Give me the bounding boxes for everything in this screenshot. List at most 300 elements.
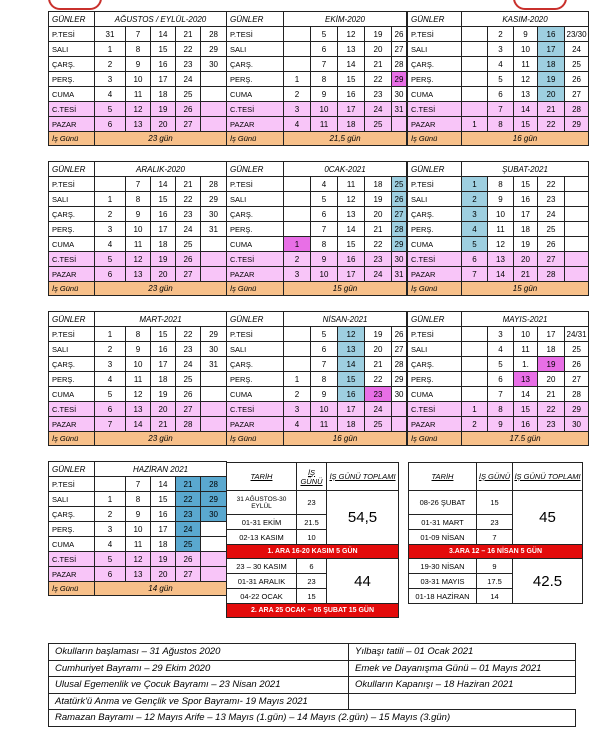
date-cell: 4 [284, 417, 311, 432]
date-cell: 11 [126, 87, 151, 102]
period-date: 01-31 MART [409, 515, 477, 530]
break-banner: 1. ARA 16-20 KASIM 5 GÜN [227, 545, 399, 559]
date-cell: 8 [126, 42, 151, 57]
date-cell: 2 [95, 507, 126, 522]
date-cell: 15 [338, 372, 365, 387]
date-cell: 30 [201, 57, 227, 72]
date-cell: 9 [126, 507, 151, 522]
date-cell: 27 [538, 252, 565, 267]
date-cell: 29 [565, 402, 589, 417]
date-cell: 20 [151, 567, 176, 582]
period-date: 04-22 OCAK [227, 589, 297, 604]
period-days: 14 [477, 589, 513, 604]
workdays-label: İş Günü [227, 432, 284, 446]
date-cell: 5 [488, 357, 514, 372]
date-cell: 15 [514, 117, 538, 132]
date-cell: 12 [514, 72, 538, 87]
day-label: P.TESİ [408, 177, 462, 192]
month-title: EKİM-2020 [284, 12, 407, 27]
date-cell: 27 [392, 42, 407, 57]
date-cell: 21 [365, 357, 392, 372]
date-cell [565, 267, 589, 282]
date-cell [284, 177, 311, 192]
month-title: 0CAK-2021 [284, 162, 407, 177]
day-label: ÇARŞ. [49, 357, 95, 372]
month-title: MART-2021 [95, 312, 227, 327]
date-cell [284, 42, 311, 57]
date-cell: 19 [365, 27, 392, 42]
period-days: 21.5 [297, 515, 327, 530]
days-header: GÜNLER [408, 162, 462, 177]
date-cell: 20 [151, 267, 176, 282]
date-cell: 30 [392, 87, 407, 102]
date-cell: 15 [151, 192, 176, 207]
date-cell: 4 [95, 372, 126, 387]
workdays-total: 17.5 gün [462, 432, 589, 446]
date-cell: 21 [176, 477, 201, 492]
date-cell: 16 [338, 387, 365, 402]
period-total: 54,5 [327, 491, 399, 545]
date-cell: 11 [311, 417, 338, 432]
date-cell: 27 [392, 342, 407, 357]
date-cell: 27 [176, 402, 201, 417]
days-header: GÜNLER [49, 162, 95, 177]
date-cell: 9 [488, 192, 514, 207]
day-label: C.TESİ [408, 102, 462, 117]
date-cell [462, 87, 488, 102]
date-cell: 8 [488, 117, 514, 132]
workdays-label: İş Günü [49, 282, 95, 296]
date-cell: 17 [538, 327, 565, 342]
date-cell: 22 [176, 192, 201, 207]
month-calendar [226, 311, 407, 446]
date-cell: 2 [284, 252, 311, 267]
date-cell: 12 [338, 327, 365, 342]
date-cell: 9 [311, 87, 338, 102]
note-school-start: Okulların başlaması – 31 Ağustos 2020 [49, 644, 349, 661]
workdays-total: 16 gün [462, 132, 589, 146]
date-cell: 16 [151, 207, 176, 222]
date-cell: 16 [514, 417, 538, 432]
date-cell: 30 [565, 417, 589, 432]
date-cell: 21 [538, 102, 565, 117]
day-label: C.TESİ [227, 252, 284, 267]
date-cell: 26 [392, 327, 407, 342]
month-title: NİSAN-2021 [284, 312, 407, 327]
date-cell: 12 [126, 552, 151, 567]
date-cell: 9 [126, 57, 151, 72]
date-cell: 9 [488, 417, 514, 432]
date-cell [565, 207, 589, 222]
date-cell [462, 27, 488, 42]
date-cell: 10 [311, 402, 338, 417]
day-label: PAZAR [227, 267, 284, 282]
date-cell: 19 [365, 192, 392, 207]
date-cell: 20 [538, 372, 565, 387]
date-cell: 18 [338, 417, 365, 432]
day-label: ÇARŞ. [227, 57, 284, 72]
date-cell: 10 [126, 72, 151, 87]
date-cell: 15 [151, 327, 176, 342]
day-label: C.TESİ [408, 402, 462, 417]
date-cell: 25 [565, 342, 589, 357]
date-cell: 25 [176, 237, 201, 252]
date-cell: 13 [338, 42, 365, 57]
date-cell: 15 [514, 177, 538, 192]
period-days: 6 [297, 559, 327, 574]
date-cell: 12 [126, 252, 151, 267]
date-cell: 14 [514, 102, 538, 117]
period-date: 01-18 HAZİRAN [409, 589, 477, 604]
day-label: SALI [49, 42, 95, 57]
date-cell: 28 [565, 387, 589, 402]
date-cell: 3 [95, 357, 126, 372]
day-label: C.TESİ [408, 252, 462, 267]
date-cell: 21 [176, 27, 201, 42]
col-header-workdays: İŞ GÜNÜ [477, 463, 513, 491]
day-label: P.TESİ [49, 177, 95, 192]
date-cell: 26 [176, 102, 201, 117]
date-cell: 9 [126, 207, 151, 222]
date-cell: 6 [311, 42, 338, 57]
date-cell: 18 [151, 237, 176, 252]
col-header-date: TARİH [227, 463, 297, 491]
date-cell: 14 [488, 267, 514, 282]
period-total: 44 [327, 559, 399, 604]
date-cell: 18 [151, 87, 176, 102]
date-cell: 1 [284, 72, 311, 87]
date-cell: 31 [95, 27, 126, 42]
date-cell: 13 [126, 117, 151, 132]
day-label: CUMA [49, 537, 95, 552]
period-total: 45 [513, 491, 583, 545]
date-cell: 5 [488, 72, 514, 87]
date-cell: 2 [462, 192, 488, 207]
date-cell: 8 [126, 192, 151, 207]
workdays-label: İş Günü [49, 432, 95, 446]
date-cell: 9 [311, 387, 338, 402]
workdays-total: 23 gün [95, 432, 227, 446]
day-label: CUMA [408, 87, 462, 102]
day-label: P.TESİ [227, 327, 284, 342]
date-cell: 17 [338, 102, 365, 117]
date-cell [284, 27, 311, 42]
workdays-total: 23 gün [95, 132, 227, 146]
date-cell: 28 [201, 177, 227, 192]
date-cell [201, 237, 227, 252]
date-cell: 13 [488, 252, 514, 267]
days-header: GÜNLER [49, 312, 95, 327]
date-cell: 14 [151, 27, 176, 42]
date-cell [95, 477, 126, 492]
date-cell: 21 [514, 267, 538, 282]
date-cell: 26 [538, 237, 565, 252]
period-date: 31 AĞUSTOS-30 EYLÜL [227, 491, 297, 515]
date-cell: 30 [201, 507, 227, 522]
date-cell: 4 [284, 117, 311, 132]
date-cell: 26 [176, 252, 201, 267]
date-cell: 21 [365, 222, 392, 237]
date-cell: 17 [151, 72, 176, 87]
date-cell: 23 [176, 57, 201, 72]
date-cell: 27 [565, 87, 589, 102]
period-days: 17.5 [477, 574, 513, 589]
period-date: 23 – 30 KASIM [227, 559, 297, 574]
date-cell: 9 [126, 342, 151, 357]
date-cell: 6 [488, 372, 514, 387]
date-cell: 7 [95, 417, 126, 432]
period-date: 01-31 EKİM [227, 515, 297, 530]
day-label: SALI [227, 192, 284, 207]
col-header-workdays: İŞ GÜNÜ [297, 463, 327, 491]
day-label: P.TESİ [227, 27, 284, 42]
period-days: 15 [297, 589, 327, 604]
date-cell: 24 [176, 222, 201, 237]
date-cell [284, 192, 311, 207]
break-banner: 2. ARA 25 OCAK – 05 ŞUBAT 15 GÜN [227, 604, 399, 618]
date-cell: 27 [176, 117, 201, 132]
date-cell: 24 [176, 72, 201, 87]
month-title: KASIM-2020 [462, 12, 589, 27]
date-cell: 7 [126, 177, 151, 192]
date-cell: 1 [462, 402, 488, 417]
note-republic-day: Cumhuriyet Bayramı – 29 Ekim 2020 [49, 660, 349, 677]
day-label: SALI [49, 342, 95, 357]
date-cell: 29 [565, 117, 589, 132]
date-cell: 31 [392, 267, 407, 282]
date-cell [201, 387, 227, 402]
date-cell: 12 [126, 102, 151, 117]
date-cell [462, 387, 488, 402]
holiday-notes [48, 643, 576, 727]
month-calendar [226, 161, 407, 296]
date-cell: 18 [151, 537, 176, 552]
date-cell: 26 [176, 552, 201, 567]
day-label: PERŞ. [227, 222, 284, 237]
day-label: C.TESİ [49, 102, 95, 117]
day-label: ÇARŞ. [408, 57, 462, 72]
date-cell: 2 [284, 87, 311, 102]
date-cell: 5 [311, 327, 338, 342]
date-cell: 28 [201, 27, 227, 42]
date-cell: 20 [365, 342, 392, 357]
date-cell: 28 [392, 57, 407, 72]
date-cell: 11 [311, 117, 338, 132]
date-cell: 13 [126, 402, 151, 417]
date-cell: 22 [176, 42, 201, 57]
date-cell: 28 [538, 267, 565, 282]
workdays-total: 21,5 gün [284, 132, 407, 146]
days-header: GÜNLER [408, 312, 462, 327]
date-cell: 11 [126, 372, 151, 387]
date-cell [565, 222, 589, 237]
month-calendar [48, 11, 227, 146]
month-title: ARALIK-2020 [95, 162, 227, 177]
date-cell: 1 [95, 327, 126, 342]
day-label: CUMA [227, 237, 284, 252]
month-calendar [48, 311, 227, 446]
day-label: P.TESİ [408, 327, 462, 342]
date-cell [201, 102, 227, 117]
date-cell: 16 [151, 342, 176, 357]
date-cell: 10 [126, 222, 151, 237]
day-label: ÇARŞ. [49, 57, 95, 72]
date-cell: 11 [488, 222, 514, 237]
date-cell: 2 [95, 207, 126, 222]
col-header-total: İŞ GÜNÜ TOPLAMI [327, 463, 399, 491]
date-cell: 10 [311, 102, 338, 117]
date-cell: 12 [126, 387, 151, 402]
date-cell: 17 [338, 402, 365, 417]
date-cell: 22 [365, 72, 392, 87]
date-cell: 17 [514, 207, 538, 222]
date-cell: 23 [365, 252, 392, 267]
day-label: C.TESİ [227, 402, 284, 417]
date-cell: 5 [311, 192, 338, 207]
date-cell: 27 [392, 207, 407, 222]
date-cell: 29 [392, 72, 407, 87]
day-label: PAZAR [408, 417, 462, 432]
summary-table-left [226, 462, 399, 618]
day-label: ÇARŞ. [227, 207, 284, 222]
period-days: 10 [297, 530, 327, 545]
date-cell: 23 [538, 417, 565, 432]
date-cell: 14 [338, 357, 365, 372]
workdays-total: 16 gün [284, 432, 407, 446]
day-label: CUMA [49, 387, 95, 402]
date-cell: 21 [538, 387, 565, 402]
date-cell: 7 [311, 357, 338, 372]
period-days: 23 [477, 515, 513, 530]
date-cell: 26 [392, 27, 407, 42]
date-cell: 30 [201, 342, 227, 357]
date-cell: 13 [126, 567, 151, 582]
day-label: ÇARŞ. [408, 357, 462, 372]
date-cell: 20 [151, 402, 176, 417]
date-cell: 31 [201, 222, 227, 237]
date-cell: 5 [95, 102, 126, 117]
period-total: 42.5 [513, 559, 583, 604]
days-header: GÜNLER [227, 12, 284, 27]
date-cell: 3 [284, 402, 311, 417]
date-cell: 1 [462, 117, 488, 132]
date-cell: 11 [514, 57, 538, 72]
day-label: CUMA [408, 387, 462, 402]
date-cell: 25 [365, 117, 392, 132]
date-cell: 29 [392, 237, 407, 252]
day-label: PAZAR [408, 117, 462, 132]
date-cell [201, 537, 227, 552]
col-header-date: TARİH [409, 463, 477, 491]
date-cell: 19 [151, 102, 176, 117]
date-cell: 24 [565, 42, 589, 57]
date-cell: 15 [338, 72, 365, 87]
month-title: HAZİRAN 2021 [95, 462, 227, 477]
date-cell: 28 [565, 102, 589, 117]
date-cell [565, 252, 589, 267]
date-cell: 4 [95, 237, 126, 252]
date-cell: 23 [176, 207, 201, 222]
day-label: C.TESİ [49, 552, 95, 567]
date-cell: 24 [365, 102, 392, 117]
date-cell: 8 [311, 72, 338, 87]
date-cell: 7 [488, 102, 514, 117]
date-cell: 28 [392, 222, 407, 237]
date-cell: 23/30 [565, 27, 589, 42]
period-days: 7 [477, 530, 513, 545]
date-cell: 28 [392, 357, 407, 372]
date-cell [392, 402, 407, 417]
day-label: PAZAR [227, 117, 284, 132]
day-label: PERŞ. [408, 72, 462, 87]
day-label: SALI [408, 342, 462, 357]
day-label: PAZAR [49, 117, 95, 132]
date-cell [284, 222, 311, 237]
day-label: PAZAR [49, 417, 95, 432]
day-label: SALI [49, 192, 95, 207]
date-cell: 8 [311, 372, 338, 387]
date-cell: 5 [462, 237, 488, 252]
date-cell: 13 [514, 372, 538, 387]
day-label: CUMA [408, 237, 462, 252]
period-date: 02-13 KASIM [227, 530, 297, 545]
date-cell: 16 [151, 507, 176, 522]
date-cell: 5 [95, 252, 126, 267]
day-label: PAZAR [49, 267, 95, 282]
date-cell: 16 [338, 87, 365, 102]
date-cell: 24 [176, 522, 201, 537]
date-cell: 19 [538, 72, 565, 87]
date-cell: 19 [151, 252, 176, 267]
date-cell: 30 [201, 207, 227, 222]
date-cell: 12 [338, 192, 365, 207]
date-cell [392, 117, 407, 132]
date-cell: 22 [538, 117, 565, 132]
day-label: C.TESİ [49, 252, 95, 267]
date-cell: 9 [514, 27, 538, 42]
note-childrens-day: Ulusal Egemenlik ve Çocuk Bayramı – 23 Nisan 2021 [49, 677, 349, 694]
date-cell: 15 [338, 237, 365, 252]
date-cell: 16 [338, 252, 365, 267]
date-cell: 10 [514, 327, 538, 342]
date-cell: 6 [488, 87, 514, 102]
date-cell: 14 [338, 222, 365, 237]
date-cell: 8 [126, 327, 151, 342]
date-cell: 1 [95, 492, 126, 507]
date-cell [462, 42, 488, 57]
date-cell [462, 327, 488, 342]
date-cell: 7 [488, 387, 514, 402]
date-cell: 18 [538, 57, 565, 72]
date-cell: 26 [565, 72, 589, 87]
date-cell: 11 [338, 177, 365, 192]
date-cell: 18 [538, 342, 565, 357]
date-cell: 20 [514, 252, 538, 267]
date-cell: 3 [95, 72, 126, 87]
date-cell: 29 [201, 492, 227, 507]
date-cell: 8 [488, 177, 514, 192]
date-cell: 29 [201, 327, 227, 342]
date-cell: 18 [365, 177, 392, 192]
workdays-total: 14 gün [95, 582, 227, 596]
date-cell: 15 [151, 492, 176, 507]
break-banner: 3.ARA 12 – 16 NİSAN 5 GÜN [409, 545, 583, 559]
note-new-year: Yılbaşı tatili – 01 Ocak 2021 [349, 644, 576, 661]
date-cell: 6 [95, 567, 126, 582]
date-cell: 7 [311, 57, 338, 72]
date-cell: 27 [565, 372, 589, 387]
day-label: ÇARŞ. [408, 207, 462, 222]
